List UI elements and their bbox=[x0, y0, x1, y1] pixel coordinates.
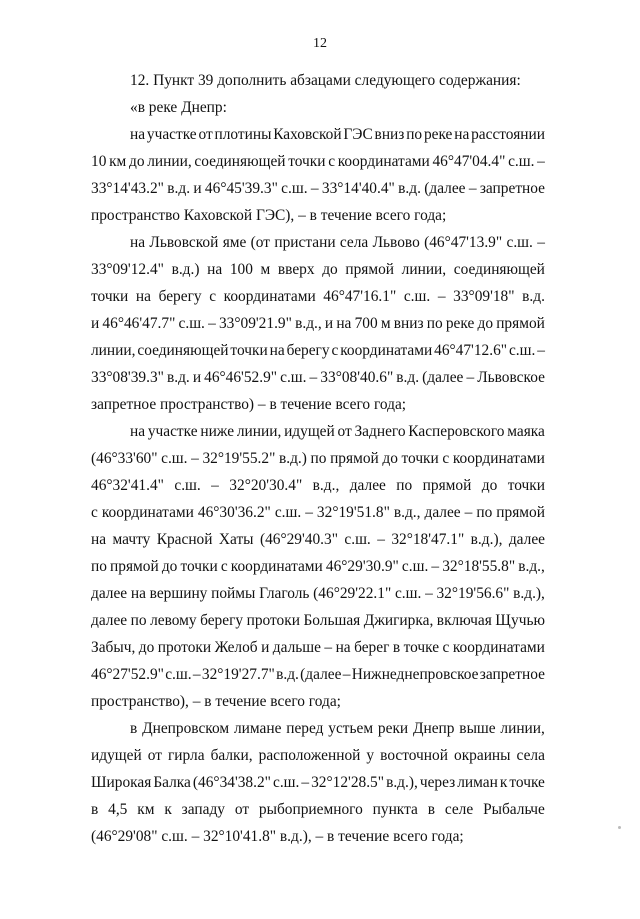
word: 33°09'12.4" bbox=[91, 261, 164, 278]
word: берегу bbox=[286, 342, 330, 359]
word: Днепр bbox=[412, 720, 455, 737]
word: на bbox=[207, 261, 223, 278]
word: берегу bbox=[158, 288, 202, 305]
word: 46°47'12.6" bbox=[434, 342, 508, 359]
word: 46°46'52.9" bbox=[204, 369, 278, 386]
word: в.д.) bbox=[171, 261, 200, 278]
word: на bbox=[130, 585, 146, 602]
word: расположенной bbox=[258, 747, 361, 764]
word: от bbox=[198, 126, 213, 143]
word: берегу bbox=[200, 612, 244, 629]
word: вниз bbox=[374, 126, 405, 143]
word: в.д., bbox=[295, 315, 322, 332]
word: далее bbox=[424, 504, 461, 521]
word: Балка bbox=[153, 774, 191, 791]
word: (далее bbox=[424, 180, 466, 197]
word: – bbox=[309, 369, 318, 386]
word: 4,5 bbox=[108, 801, 128, 818]
word: с.ш. bbox=[344, 531, 371, 548]
word: – bbox=[425, 585, 433, 602]
word: Львовской bbox=[149, 234, 219, 251]
word: 33°08'39.3" bbox=[91, 369, 164, 386]
word: – bbox=[301, 774, 310, 791]
text-line bbox=[130, 720, 545, 738]
word: – bbox=[324, 639, 333, 656]
word: и bbox=[192, 369, 202, 386]
word: 32°19'51.8" bbox=[316, 504, 390, 521]
word: с bbox=[328, 153, 336, 170]
word: 32°19'56.6" bbox=[436, 585, 510, 602]
word: с bbox=[442, 450, 450, 467]
word: с bbox=[442, 639, 450, 656]
word: селе bbox=[444, 801, 474, 818]
word: окраины bbox=[454, 747, 511, 764]
word: – bbox=[464, 504, 473, 521]
word: линии, bbox=[500, 720, 545, 737]
word: Джигирка, bbox=[363, 612, 434, 629]
word: – bbox=[466, 369, 475, 386]
word: по bbox=[310, 450, 327, 467]
word: реке bbox=[423, 126, 453, 143]
word: 46°46'47.7" bbox=[102, 315, 176, 332]
word: от bbox=[337, 423, 352, 440]
word: 32°20'30.4" bbox=[229, 477, 303, 494]
text-line bbox=[91, 180, 545, 198]
word: с.ш. bbox=[281, 180, 308, 197]
word: в.д., bbox=[393, 504, 421, 521]
word: Львовское bbox=[477, 369, 545, 386]
word: координатами bbox=[230, 558, 323, 575]
word: пункта bbox=[372, 801, 418, 818]
word: западу bbox=[181, 801, 225, 818]
text-line bbox=[91, 261, 545, 279]
word: далее bbox=[508, 531, 545, 548]
word: с.ш. bbox=[274, 504, 302, 521]
word: вверх bbox=[277, 261, 315, 278]
word: прямой bbox=[330, 450, 379, 467]
word: участке bbox=[146, 126, 197, 143]
text-line: 12. Пункт 39 дополнить абзацами следующего содержания: bbox=[130, 72, 521, 89]
word: Львово bbox=[372, 234, 420, 251]
word: выше bbox=[459, 720, 496, 737]
word: от bbox=[147, 747, 162, 764]
word: прямой bbox=[422, 477, 472, 494]
word: – bbox=[305, 504, 313, 521]
word: по bbox=[426, 315, 443, 332]
word: прямой bbox=[496, 504, 545, 521]
word: – bbox=[537, 153, 545, 170]
word: Каховской bbox=[273, 126, 342, 143]
word: км bbox=[137, 801, 155, 818]
word: координатами bbox=[101, 504, 194, 521]
word: соединяющей bbox=[453, 261, 545, 278]
word: до bbox=[128, 153, 145, 170]
word: дальше bbox=[272, 639, 321, 656]
word: точки bbox=[180, 558, 218, 575]
word: – bbox=[310, 180, 319, 197]
word: в.д.), bbox=[386, 774, 418, 791]
word: (46°34'38.2" bbox=[192, 774, 271, 791]
word: на bbox=[454, 126, 470, 143]
word: Днепровском bbox=[142, 720, 230, 737]
word: 46°47'04.4" bbox=[432, 153, 506, 170]
word: Заднего bbox=[354, 423, 406, 440]
word: далее bbox=[349, 477, 386, 494]
word: в.д.), bbox=[513, 585, 545, 602]
word: в bbox=[91, 801, 99, 818]
word: на bbox=[91, 531, 107, 548]
word: (46°47'13.9" bbox=[424, 234, 503, 251]
word: точки bbox=[507, 477, 545, 494]
word: Щучью bbox=[495, 612, 545, 629]
word: координатами bbox=[452, 450, 545, 467]
word: линии, bbox=[401, 261, 447, 278]
word: 33°08'40.6" bbox=[320, 369, 394, 386]
word: по bbox=[476, 504, 493, 521]
word: протоки bbox=[246, 612, 300, 629]
word: м bbox=[380, 315, 391, 332]
word: мачту bbox=[112, 531, 151, 548]
word: с.ш. bbox=[508, 342, 536, 359]
word: рыбоприемного bbox=[258, 801, 363, 818]
word: 32°19'55.2" bbox=[202, 450, 276, 467]
text-line bbox=[91, 504, 545, 522]
word: на bbox=[269, 342, 285, 359]
word: в.д.) bbox=[278, 450, 307, 467]
word: восточной bbox=[380, 747, 448, 764]
word: реки bbox=[377, 720, 409, 737]
word: перед bbox=[286, 720, 324, 737]
text-line bbox=[91, 747, 545, 765]
text-line bbox=[91, 801, 545, 819]
text-line bbox=[91, 369, 545, 387]
word: с bbox=[209, 288, 217, 305]
word: с.ш. bbox=[272, 774, 300, 791]
word: – bbox=[342, 666, 351, 683]
text-line: (46°29'08" с.ш. – 32°10'41.8" в.д.), – в течение всего года; bbox=[91, 828, 464, 845]
word: у bbox=[366, 747, 375, 764]
text-line bbox=[91, 315, 545, 333]
word: 46°30'36.2" bbox=[197, 504, 271, 521]
word: в.д., bbox=[312, 477, 340, 494]
page-number: 12 bbox=[313, 36, 327, 51]
word: идущей bbox=[91, 747, 142, 764]
word: соединяющей bbox=[194, 153, 286, 170]
word: 46°29'30.9" bbox=[325, 558, 399, 575]
word: с.ш. bbox=[178, 315, 205, 332]
word: на bbox=[336, 315, 352, 332]
word: по bbox=[406, 126, 423, 143]
word: берег bbox=[354, 639, 390, 656]
text-line: запретное пространство) – в течение всего года; bbox=[91, 396, 407, 413]
word: по bbox=[91, 558, 107, 575]
word: запретное bbox=[479, 180, 545, 197]
text-line bbox=[91, 612, 545, 630]
word: с.ш. bbox=[165, 666, 192, 683]
word: – bbox=[537, 234, 545, 251]
word: – bbox=[208, 315, 216, 332]
word: ГЭС bbox=[343, 126, 373, 143]
word: от bbox=[234, 801, 250, 818]
word: прямой bbox=[110, 558, 159, 575]
word: 700 bbox=[354, 315, 378, 332]
word: (далее bbox=[300, 666, 342, 683]
word: через bbox=[419, 774, 456, 791]
word: и bbox=[193, 180, 202, 197]
text-line bbox=[91, 639, 545, 657]
word: с bbox=[91, 504, 98, 521]
word: с.ш. bbox=[506, 234, 533, 251]
word: в bbox=[392, 639, 401, 656]
word: с.ш. bbox=[403, 288, 431, 305]
word: (46°29'22.1" bbox=[313, 585, 392, 602]
word: к bbox=[164, 801, 172, 818]
word: протоки bbox=[157, 639, 212, 656]
word: гирла bbox=[167, 747, 205, 764]
text-line bbox=[91, 153, 545, 171]
text-line: пространство), – в течение всего года; bbox=[91, 693, 341, 710]
word: и bbox=[91, 315, 100, 332]
word: 32°18'55.8" bbox=[442, 558, 516, 575]
word: идущей bbox=[284, 423, 335, 440]
word: устьем bbox=[328, 720, 374, 737]
word: по bbox=[396, 477, 413, 494]
word: в.д., bbox=[518, 558, 545, 575]
word: далее bbox=[91, 612, 128, 629]
word: с.ш. bbox=[401, 558, 429, 575]
word: села bbox=[516, 747, 545, 764]
word: в.д. bbox=[522, 288, 545, 305]
word: лимане bbox=[233, 720, 282, 737]
word: – bbox=[537, 342, 545, 359]
word: (далее bbox=[422, 369, 464, 386]
word: прямой bbox=[345, 261, 395, 278]
word: – bbox=[191, 450, 199, 467]
text-line bbox=[91, 342, 545, 360]
word: расстоянии bbox=[471, 126, 545, 143]
word: точке bbox=[509, 774, 545, 791]
word: реке bbox=[445, 315, 475, 332]
word: Широкая bbox=[91, 774, 152, 791]
word: села bbox=[339, 234, 369, 251]
word: с.ш. bbox=[280, 369, 307, 386]
word: соединяющей bbox=[137, 342, 229, 359]
text-line bbox=[130, 234, 545, 252]
text-line bbox=[91, 531, 545, 549]
word: точки bbox=[288, 153, 326, 170]
word: до bbox=[481, 477, 498, 494]
word: (46°29'40.3" bbox=[259, 531, 338, 548]
word: Желоб bbox=[214, 639, 258, 656]
word: с bbox=[331, 342, 339, 359]
word: – bbox=[211, 477, 219, 494]
word: и bbox=[261, 639, 270, 656]
word: 32°19'27.7" bbox=[201, 666, 275, 683]
word: 46°47'16.1" bbox=[323, 288, 397, 305]
word: 46°27'52.9" bbox=[91, 666, 164, 683]
word: м bbox=[260, 261, 271, 278]
word: в bbox=[427, 801, 435, 818]
text-line bbox=[91, 450, 545, 468]
word: координатами bbox=[223, 288, 316, 305]
word: км bbox=[109, 153, 127, 170]
text-line: пространство Каховской ГЭС), – в течение всего года; bbox=[91, 207, 447, 224]
word: 33°09'18" bbox=[453, 288, 515, 305]
word: с.ш. bbox=[161, 450, 188, 467]
word: линии, bbox=[91, 342, 136, 359]
word: точке bbox=[403, 639, 440, 656]
word: в.д. bbox=[166, 369, 190, 386]
word: до bbox=[382, 450, 398, 467]
word: вершину bbox=[149, 585, 208, 602]
word: (46°33'60" bbox=[91, 450, 158, 467]
word: в.д. bbox=[398, 180, 421, 197]
word: на bbox=[130, 126, 146, 143]
word: координатами bbox=[452, 639, 545, 656]
word: лиман bbox=[457, 774, 498, 791]
text-line bbox=[91, 288, 545, 306]
text-line bbox=[91, 666, 545, 684]
word: в.д. bbox=[167, 180, 191, 197]
text-line bbox=[91, 585, 545, 603]
text-line: «в реке Днепр: bbox=[130, 99, 227, 116]
word: точки bbox=[401, 450, 439, 467]
word: линии, bbox=[147, 153, 192, 170]
word: координатами bbox=[337, 153, 430, 170]
word: – bbox=[431, 558, 440, 575]
word: точки bbox=[91, 288, 129, 305]
word: в.д. bbox=[276, 666, 299, 683]
word: участке bbox=[147, 423, 198, 440]
word: яме bbox=[222, 234, 247, 251]
word: в.д. bbox=[396, 369, 420, 386]
word: Касперовского bbox=[408, 423, 505, 440]
text-line bbox=[91, 558, 545, 576]
word: на bbox=[130, 423, 146, 440]
word: с.ш. bbox=[174, 477, 201, 494]
word: 46°45'39.3" bbox=[204, 180, 278, 197]
word: ниже bbox=[200, 423, 235, 440]
text-line bbox=[91, 774, 545, 792]
word: Красной bbox=[156, 531, 213, 548]
word: до bbox=[138, 639, 155, 656]
word: Большая bbox=[303, 612, 361, 629]
word: с bbox=[220, 558, 228, 575]
word: в bbox=[130, 720, 138, 737]
text-line bbox=[91, 477, 545, 495]
word: на bbox=[135, 288, 151, 305]
word: (от bbox=[250, 234, 271, 251]
word: – bbox=[468, 180, 477, 197]
word: до bbox=[161, 558, 178, 575]
word: Забыч, bbox=[91, 639, 136, 656]
word: маяка bbox=[507, 423, 545, 440]
word: далее bbox=[91, 585, 128, 602]
word: – bbox=[437, 288, 446, 305]
word: 10 bbox=[91, 153, 107, 170]
word: Глаголь bbox=[259, 585, 310, 602]
word: вниз bbox=[393, 315, 424, 332]
word: к bbox=[499, 774, 508, 791]
word: с.ш. bbox=[394, 585, 422, 602]
word: 33°14'43.2" bbox=[91, 180, 164, 197]
word: 32°12'28.5" bbox=[311, 774, 385, 791]
word: 33°14'40.4" bbox=[321, 180, 395, 197]
word: координатами bbox=[340, 342, 433, 359]
text-line bbox=[130, 126, 545, 144]
word: плотины bbox=[214, 126, 272, 143]
word: на bbox=[130, 234, 146, 251]
word: точки bbox=[230, 342, 268, 359]
word: 100 bbox=[229, 261, 253, 278]
word: и bbox=[324, 315, 334, 332]
word: левому bbox=[150, 612, 197, 629]
text-line bbox=[130, 423, 545, 441]
word: 46°32'41.4" bbox=[91, 477, 164, 494]
word: Нижнеднепровское bbox=[351, 666, 479, 683]
word: – bbox=[192, 666, 201, 683]
word: – bbox=[377, 531, 385, 548]
scan-speck bbox=[618, 826, 621, 829]
word: на bbox=[335, 639, 351, 656]
word: включая bbox=[436, 612, 492, 629]
word: 32°18'47.1" bbox=[391, 531, 465, 548]
word: Рыбальче bbox=[483, 801, 545, 818]
word: в.д.), bbox=[470, 531, 503, 548]
word: линии, bbox=[236, 423, 282, 440]
word: до bbox=[322, 261, 338, 278]
word: Хаты bbox=[218, 531, 254, 548]
word: поймы bbox=[211, 585, 256, 602]
word: запретное bbox=[479, 666, 545, 683]
word: прямой bbox=[496, 315, 545, 332]
word: по bbox=[130, 612, 147, 629]
word: до bbox=[477, 315, 494, 332]
word: пристани bbox=[274, 234, 336, 251]
word: балки, bbox=[210, 747, 253, 764]
word: 33°09'21.9" bbox=[218, 315, 292, 332]
word: с.ш. bbox=[508, 153, 535, 170]
